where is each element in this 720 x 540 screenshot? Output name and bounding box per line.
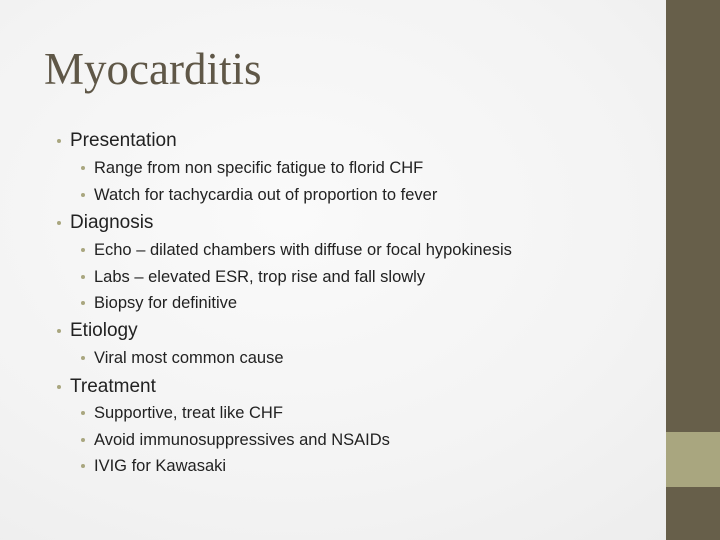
bullet-icon bbox=[81, 166, 85, 170]
sub-bullet bbox=[94, 347, 284, 369]
bullet-icon bbox=[81, 438, 85, 442]
bullet-text: Echo – dilated chambers with diffuse or focal hypokinesis bbox=[94, 241, 512, 259]
bullet-text: Presentation bbox=[70, 130, 177, 151]
bullet-icon bbox=[57, 329, 61, 333]
sub-bullet bbox=[94, 402, 283, 424]
sub-bullet bbox=[94, 266, 425, 288]
bullet-icon bbox=[57, 139, 61, 143]
bullet-icon bbox=[81, 356, 85, 360]
bullet-text: IVIG for Kawasaki bbox=[94, 457, 227, 475]
bullet-text: Watch for tachycardia out of proportion to fever bbox=[94, 186, 438, 204]
bullet-text: Viral most common cause bbox=[94, 349, 284, 367]
bullet-icon bbox=[81, 275, 85, 279]
bullet-text: Supportive, treat like CHF bbox=[94, 404, 283, 422]
sub-bullet bbox=[94, 157, 423, 179]
slide-title: Myocarditis bbox=[44, 44, 262, 94]
bullet-text: Treatment bbox=[70, 376, 156, 397]
decorative-sidebar-band bbox=[666, 432, 720, 487]
bullet-presentation bbox=[70, 130, 177, 152]
bullet-text: Avoid immunosuppressives and NSAIDs bbox=[94, 431, 390, 449]
bullet-text: Labs – elevated ESR, trop rise and fall slowly bbox=[94, 268, 426, 286]
sub-bullet bbox=[94, 239, 512, 261]
bullet-text: Diagnosis bbox=[70, 212, 154, 233]
sub-bullet bbox=[94, 184, 437, 206]
bullet-text: Etiology bbox=[70, 320, 138, 341]
bullet-icon bbox=[57, 385, 61, 389]
bullet-icon bbox=[81, 464, 85, 468]
bullet-text: Biopsy for definitive bbox=[94, 294, 238, 312]
bullet-icon bbox=[81, 193, 85, 197]
bullet-icon bbox=[57, 221, 61, 225]
sub-bullet bbox=[94, 455, 226, 477]
sub-bullet bbox=[94, 429, 390, 451]
bullet-icon bbox=[81, 248, 85, 252]
bullet-icon bbox=[81, 301, 85, 305]
bullet-treatment bbox=[70, 376, 156, 398]
bullet-icon bbox=[81, 411, 85, 415]
bullet-diagnosis bbox=[70, 212, 153, 234]
sub-bullet bbox=[94, 292, 237, 314]
bullet-text: Range from non specific fatigue to florid CHF bbox=[94, 159, 424, 177]
bullet-etiology bbox=[70, 320, 138, 342]
